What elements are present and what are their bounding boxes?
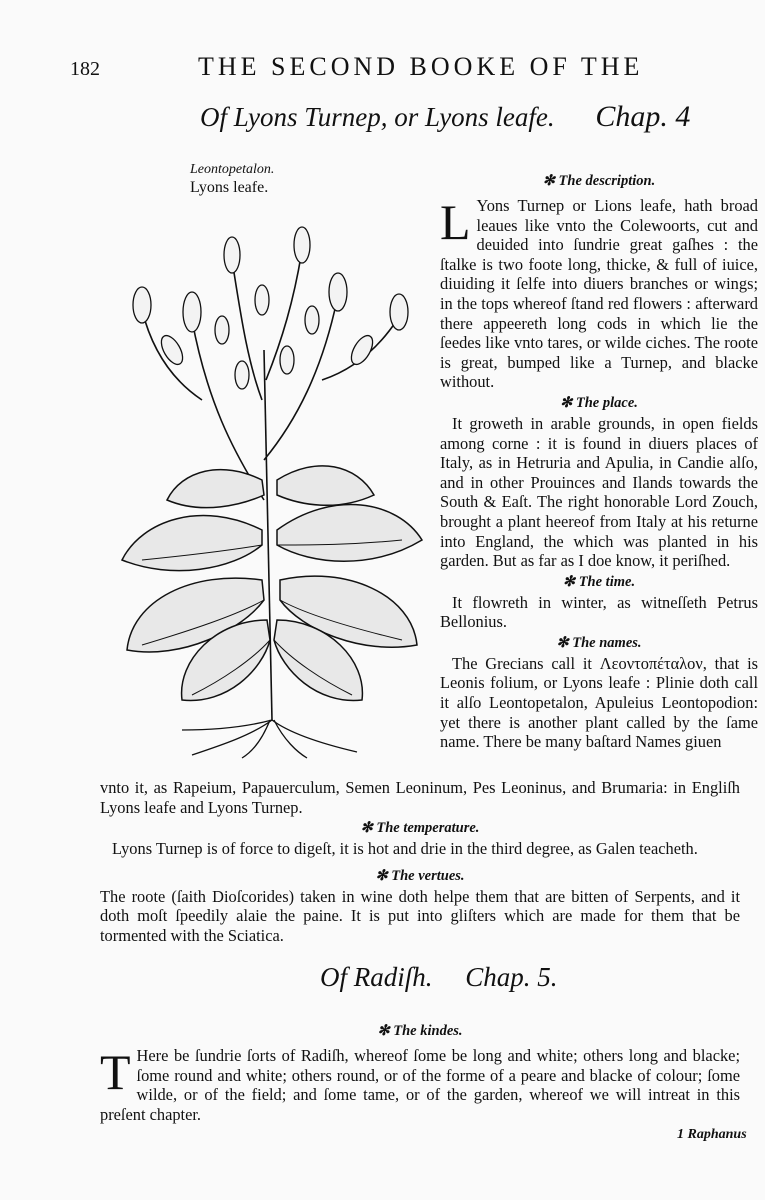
lyons-leafe-woodcut [112,200,430,760]
figure-latin-caption: Leontopetalon. [190,162,275,177]
place-heading: ✻ The place. [560,394,638,411]
names-text-wide: vnto it, as Rapeium, Papauerculum, Semen Leoninum, Pes Leoninus, and Brumaria: in Engliſh Lyons leafe and Lyons Turnep. [100,778,740,817]
names-text-column: The Grecians call it Λεοντοπέταλον, that is Leonis folium, or Lyons leafe : Plinie doth call it alſo Leontopetalon, Apuleius Leontopodion: yet there is another plant called by the ſame name. There be many baſtard Names giuen [440,653,758,752]
names-heading: ✻ The names. [556,634,642,651]
description-text: Yons Turnep or Lions leafe, hath broad leaues like vnto the Colewoorts, cut and deuided into ſundrie great gaſhes : the ſtalke is two foote long, thicke, & full of iuice, diuiding it ſelfe into diuers branches or wings; in the tops whereof ſtand red flowers : afterward there appeereth long cods in which lie the ſeedes like vnto tares, or wilde ciches. The roote is great, bumped like a Turnep, and blacke without. [440,196,758,392]
page-number: 182 [70,58,100,80]
place-text: It groweth in arable grounds, in open fields among corne : it is found in diuers places of Italy, as in Hetruria and Apulia, in Candie alſo, and in other Prouinces and Ilands towards the South & Eaſt. The right honorable Lord Zouch, brought a plant heereof from Italy at his returne into England, the which was planted in his garden. But as far as I doe know, it periſhed. [440,413,758,571]
kindes-text: Here be ſundrie ſorts of Radiſh, whereof ſome be long and white; others long and blacke; ſome round and white; others round, or of the forme of a peare and blacke of colour; ſome wilde, or of the field; and ſome tame, or of the garden, whereof we will intreat in this preſent chapter. [100,1046,740,1124]
kindes-heading: ✻ The kindes. [377,1023,463,1039]
chapter5-heading [320,962,558,993]
description-heading: ✻ The description. [542,173,656,189]
temperature-heading: ✻ The temperature. [360,820,480,837]
kindes-initial: T [100,1044,131,1100]
temperature-text: Lyons Turnep is of force to digeſt, it is hot and drie in the third degree, as Galen teacheth. [112,839,698,859]
figure-caption [190,161,274,197]
kindes-section [100,1020,740,1124]
chapter5-number: Chap. 5. [465,962,558,992]
description-paragraph [440,196,758,392]
vertues-heading: ✻ The vertues. [375,867,465,884]
chapter-title: Of Lyons Turnep, or Lyons leafe. [200,102,555,132]
chapter-heading [200,100,690,134]
chapter5-title: Of Radiſh. [320,962,433,992]
figure-english-caption: Lyons leafe. [190,179,269,196]
vertues-text: The roote (ſaith Dioſcorides) taken in wine doth helpe them that are bitten of Serpents, and it doth moſt ſpeedily alaie the paine. It is put into gliſters which are made for them that be tormented with the Sciatica. [100,886,740,945]
time-text: It flowreth in winter, as witneſſeth Petrus Bellonius. [440,592,758,632]
chapter-number: Chap. 4 [595,100,691,133]
time-heading: ✻ The time. [562,573,636,590]
running-head: THE SECOND BOOKE OF THE [198,52,644,81]
kindes-paragraph [100,1046,740,1124]
description-initial: L [440,194,471,250]
names-continuation [100,778,740,946]
catchword: 1 Raphanus [677,1127,747,1142]
description-section [440,170,758,752]
